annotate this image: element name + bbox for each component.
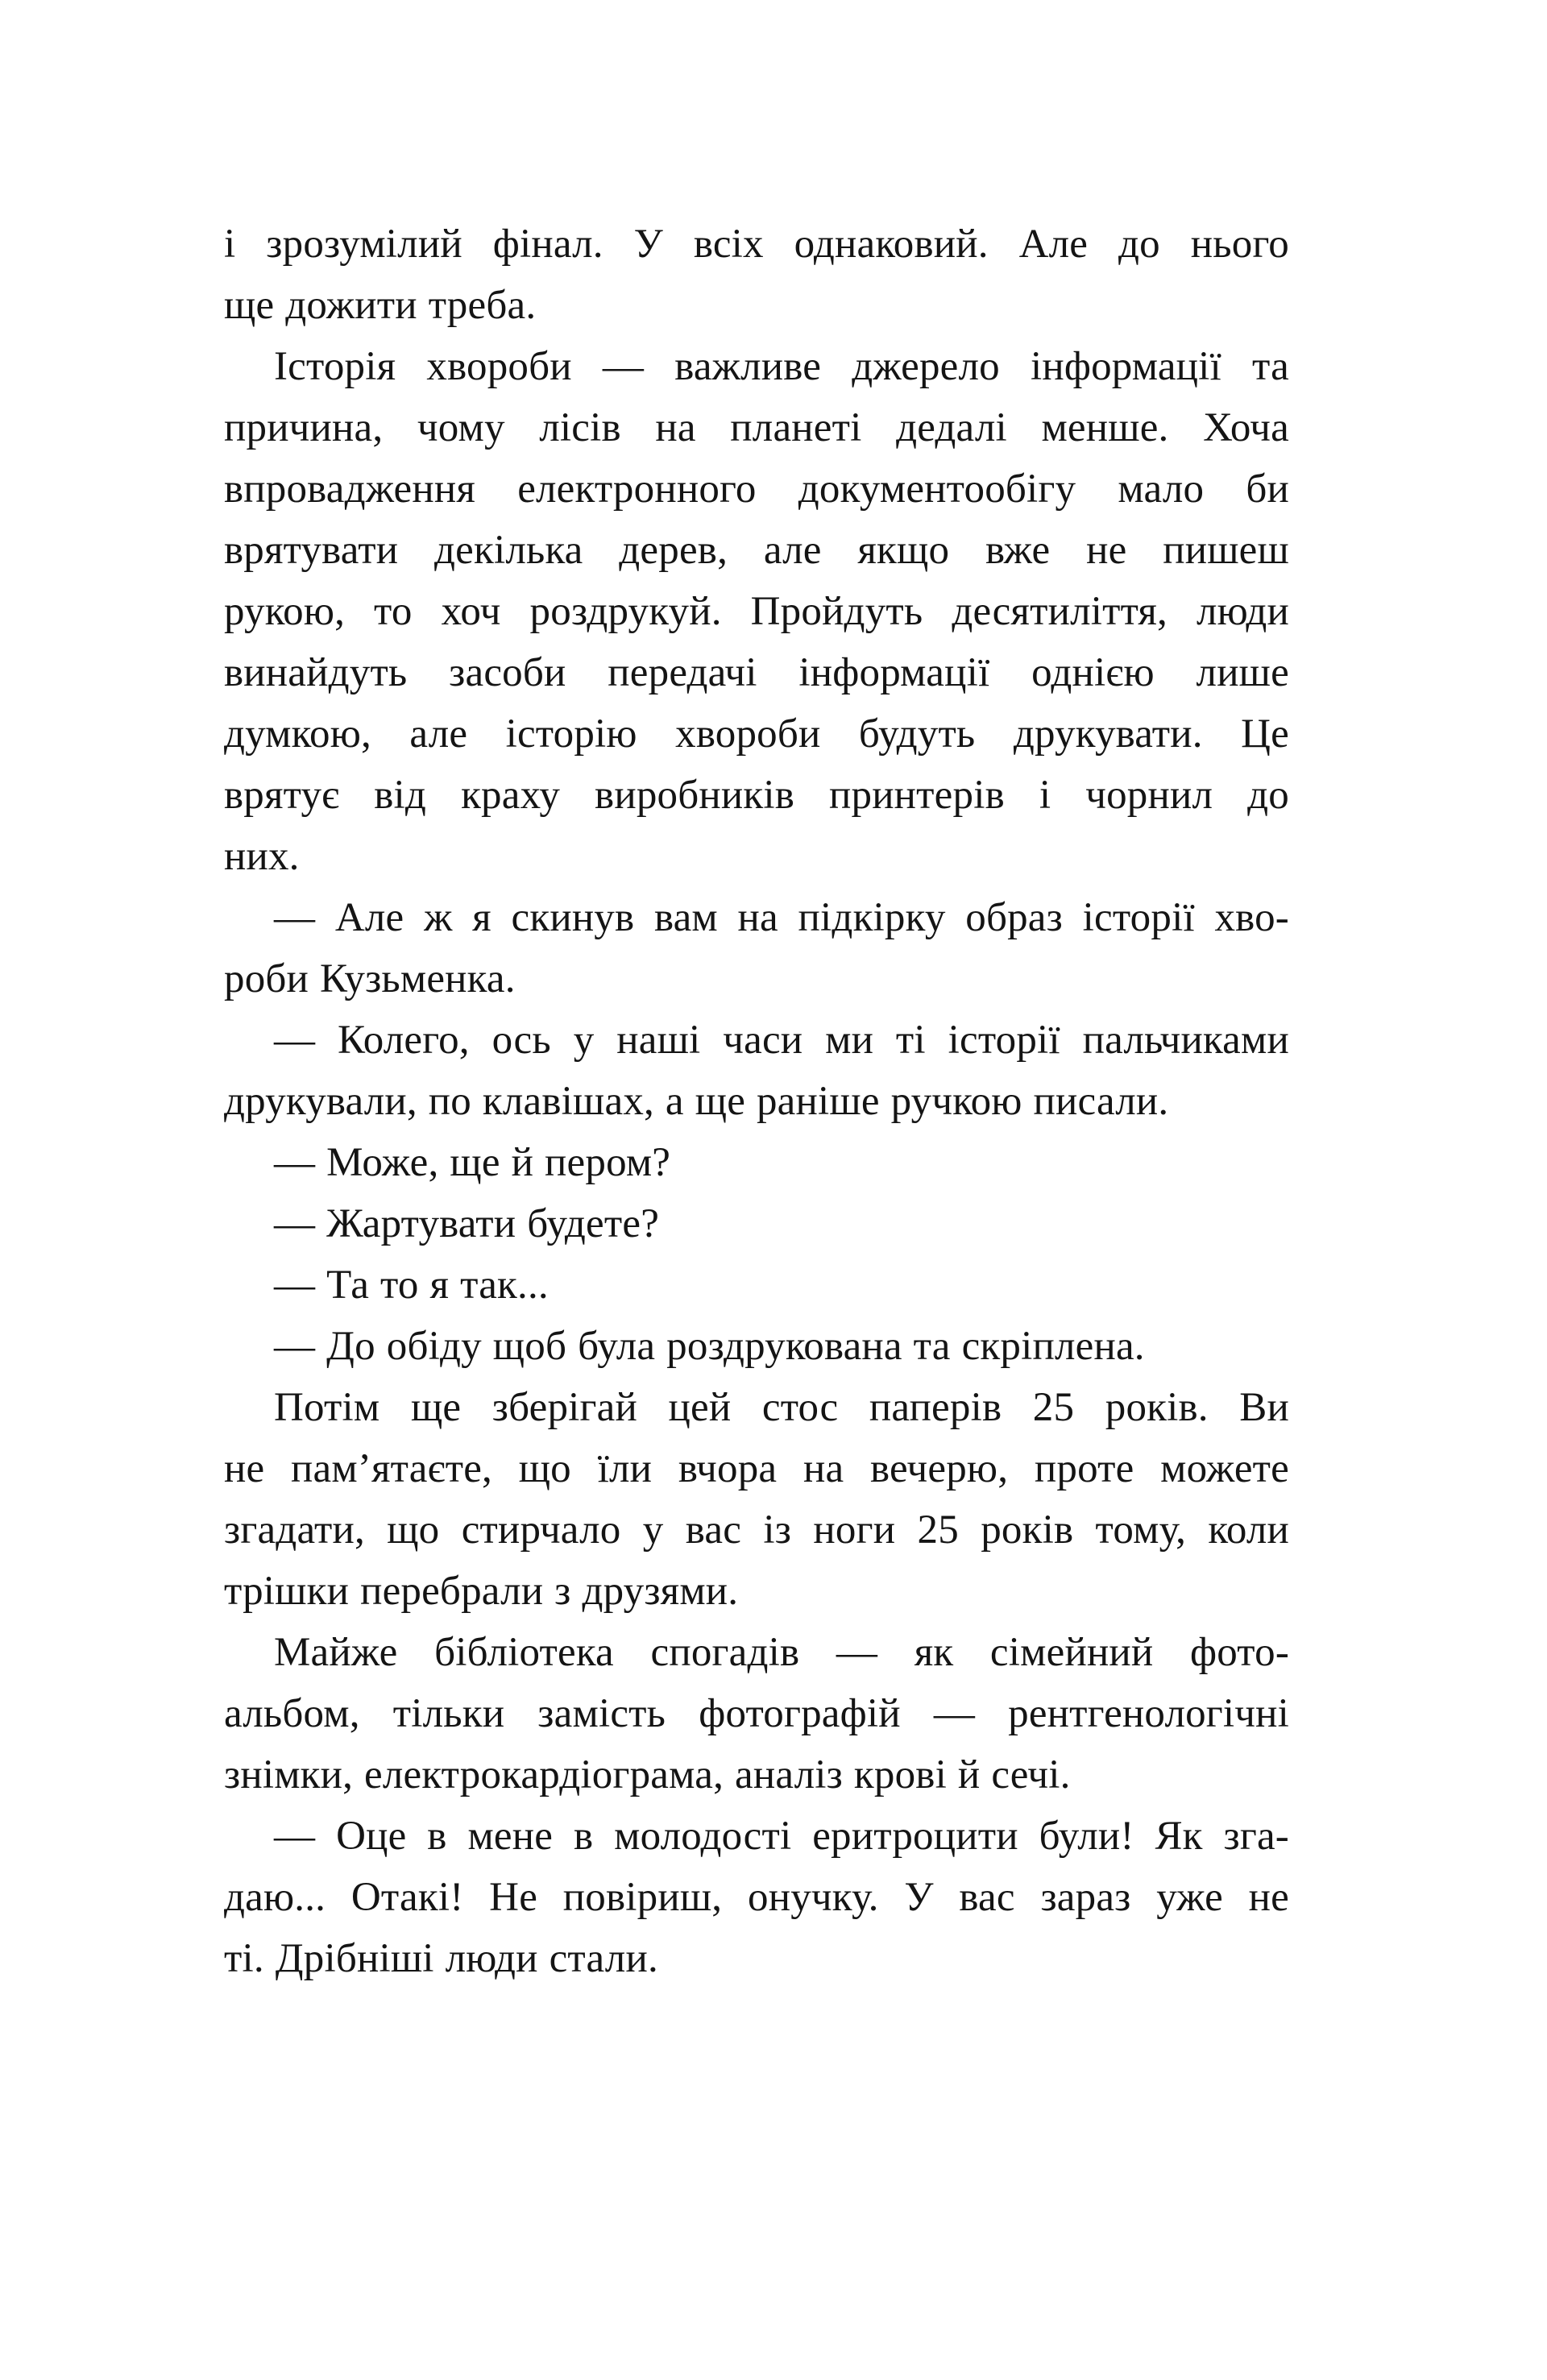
text-line: не пам’ятаєте, що їли вчора на вечерю, проте можете: [224, 1446, 1289, 1491]
text-line: згадати, що стирчало у вас із ноги 25 років тому, коли: [224, 1507, 1289, 1553]
text-line: рукою, то хоч роздрукуй. Пройдуть десятиліття, люди: [224, 589, 1289, 634]
text-line: роби Кузьменка.: [224, 956, 516, 1001]
text-line: — Може, ще й пером?: [274, 1140, 671, 1185]
text-line: Історія хвороби — важливе джерело інформації та: [274, 344, 1289, 389]
text-line: Майже бібліотека спогадів — як сімейний фото-: [274, 1630, 1289, 1675]
text-line: — Оце в мене в молодості еритроцити були! Як зга-: [274, 1814, 1289, 1859]
text-line: причина, чому лісів на планеті дедалі менше. Хоча: [224, 405, 1289, 450]
text-line: думкою, але історію хвороби будуть друкувати. Це: [224, 711, 1289, 757]
text-line: ті. Дрібніші люди стали.: [224, 1936, 658, 1981]
text-line: — Та то я так...: [274, 1263, 549, 1308]
text-line: врятувати декілька дерев, але якщо вже не пишеш: [224, 528, 1289, 573]
text-line: них.: [224, 834, 300, 879]
text-line: — Жартувати будете?: [274, 1201, 660, 1246]
text-line: трішки перебрали з друзями.: [224, 1569, 739, 1614]
text-line: ще дожити треба.: [224, 283, 537, 328]
text-line: друкували, по клавішах, а ще раніше ручкою писали.: [224, 1079, 1169, 1124]
text-line: винайдуть засоби передачі інформації однією лише: [224, 650, 1289, 695]
text-line: і зрозумілий фінал. У всіх однаковий. Але до нього: [224, 222, 1289, 267]
text-line: впровадження електронного документообігу мало би: [224, 466, 1289, 512]
text-block: [224, 214, 1289, 1989]
text-line: альбом, тільки замість фотографій — рентгенологічні: [224, 1691, 1289, 1736]
text-line: — До обіду щоб була роздрукована та скріплена.: [274, 1324, 1145, 1369]
text-line: Потім ще зберігай цей стос паперів 25 років. Ви: [274, 1385, 1289, 1430]
text-line: знімки, електрокардіограма, аналіз крові й сечі.: [224, 1752, 1071, 1797]
text-line: врятує від краху виробників принтерів і чорнил до: [224, 773, 1289, 818]
text-line: — Але ж я скинув вам на підкірку образ історії хво-: [274, 895, 1289, 940]
text-line: даю... Отакі! Не повіриш, онучку. У вас зараз уже не: [224, 1875, 1289, 1920]
text-line: — Колего, ось у наші часи ми ті історії пальчиками: [274, 1018, 1289, 1063]
